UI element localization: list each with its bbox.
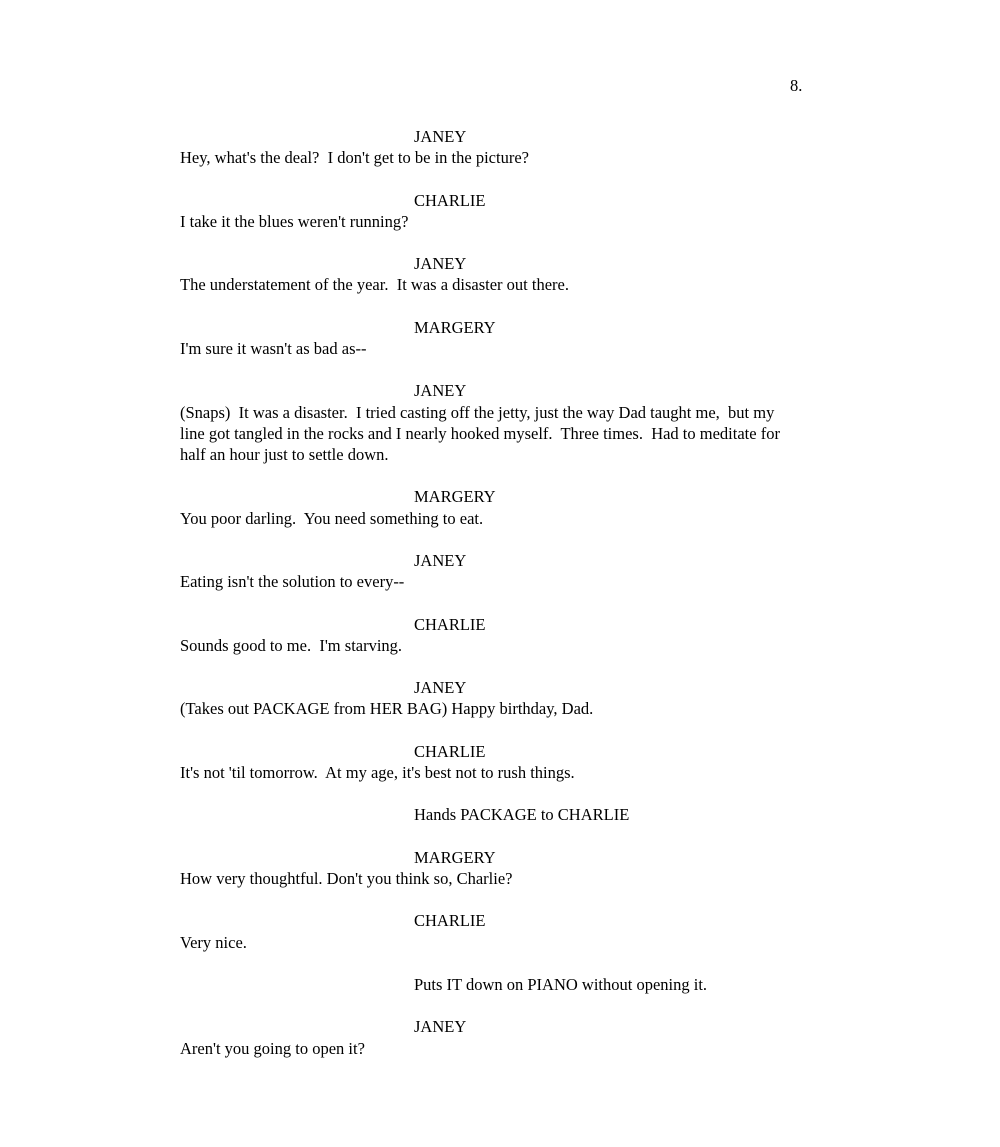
script-body [0,126,1000,1080]
dialogue-line: Eating isn't the solution to every-- [180,572,405,592]
dialogue-line: Sounds good to me. I'm starving. [180,635,403,655]
character-name: CHARLIE [414,190,486,210]
dialogue-line: half an hour just to settle down. [180,444,389,464]
character-name: CHARLIE [414,911,486,931]
dialogue-line: It's not 'til tomorrow. At my age, it's best not to rush things. [180,762,575,782]
dialogue-block [0,847,1000,889]
character-name: JANEY [414,254,467,274]
dialogue-block [0,741,1000,783]
character-name: JANEY [414,678,467,698]
action-block [0,804,1000,825]
dialogue-line: The understatement of the year. It was a disaster out there. [180,275,569,295]
dialogue-block [0,550,1000,592]
character-name: JANEY [414,381,467,401]
dialogue-block [0,1016,1000,1058]
dialogue-block [0,190,1000,232]
dialogue-line: Aren't you going to open it? [180,1038,365,1058]
dialogue-block [0,486,1000,528]
dialogue-block [0,614,1000,656]
character-name: MARGERY [414,487,496,507]
dialogue-line: I'm sure it wasn't as bad as-- [180,338,367,358]
character-name: JANEY [414,127,467,146]
dialogue-line: Very nice. [180,932,247,952]
dialogue-block [0,126,1000,168]
dialogue-line: You poor darling. You need something to eat. [180,508,484,528]
character-name: CHARLIE [414,741,486,761]
dialogue-line: (Snaps) It was a disaster. I tried casting off the jetty, just the way Dad taught me, but my [180,402,775,422]
dialogue-block [0,253,1000,295]
action-line: Puts IT down on PIANO without opening it. [414,974,708,994]
dialogue-line: I take it the blues weren't running? [180,211,409,231]
page-number: 8. [790,76,803,95]
dialogue-block [0,317,1000,359]
dialogue-block [0,910,1000,952]
dialogue-line: line got tangled in the rocks and I nearly hooked myself. Three times. Had to meditate for [180,423,780,443]
dialogue-block [0,380,1000,465]
character-name: MARGERY [414,317,496,337]
character-name: JANEY [414,550,467,570]
dialogue-line: (Takes out PACKAGE from HER BAG) Happy birthday, Dad. [180,699,594,719]
character-name: JANEY [414,1017,467,1037]
dialogue-line: Hey, what's the deal? I don't get to be in the picture? [180,148,529,168]
action-line: Hands PACKAGE to CHARLIE [414,805,630,825]
action-block [0,974,1000,995]
character-name: MARGERY [414,847,496,867]
dialogue-block [0,677,1000,719]
dialogue-line: How very thoughtful. Don't you think so, Charlie? [180,868,513,888]
character-name: CHARLIE [414,614,486,634]
